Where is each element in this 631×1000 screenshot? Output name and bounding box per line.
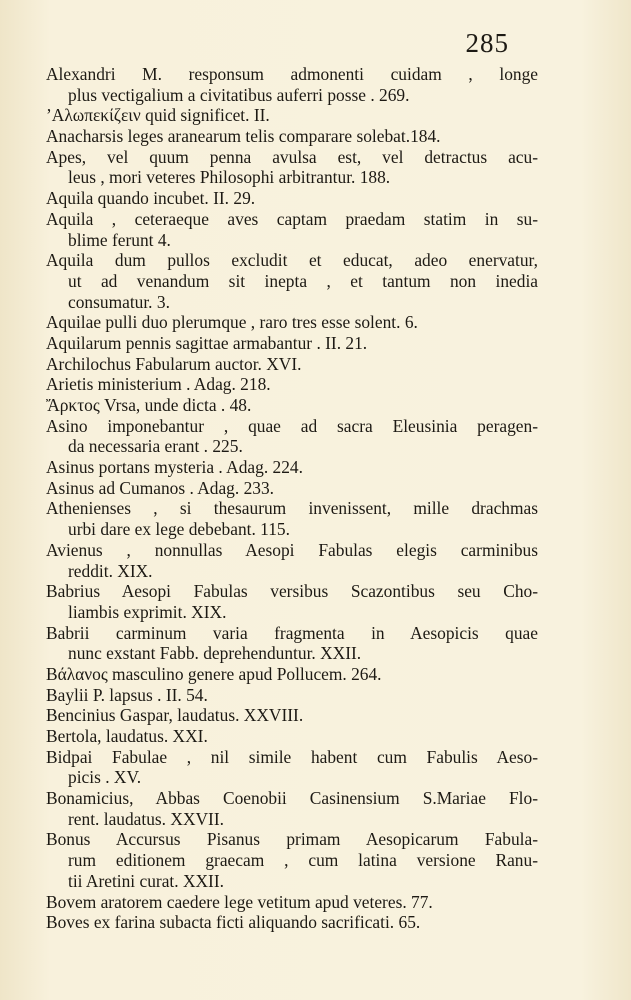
entry-headline: Asino imponebantur , quae ad sacra Eleusinia peragen- (46, 415, 538, 436)
index-entry (46, 664, 538, 685)
index-entry (46, 726, 538, 747)
page-number: 285 (465, 28, 509, 58)
index-entry (46, 478, 538, 499)
entry-headline: Aquila , ceteraeque aves captam praedam statim in su- (46, 208, 538, 229)
entry-continuation: picis . XV. (68, 767, 142, 788)
entry-headline: Athenienses , si thesaurum invenissent, mille drachmas (46, 498, 538, 519)
index-entry (46, 250, 538, 312)
index-entries (46, 64, 538, 933)
index-entry (46, 395, 538, 416)
index-entry (46, 892, 538, 913)
entry-headline: Arietis ministerium . Adag. 218. (46, 374, 271, 395)
entry-continuation: rum editionem graecam , cum latina versione Ranu- (68, 850, 538, 871)
index-entry (46, 374, 538, 395)
entry-continuation: leus , mori veteres Philosophi arbitrantur. 188. (68, 167, 391, 188)
index-entry (46, 312, 538, 333)
entry-headline: Bidpai Fabulae , nil simile habent cum Fabulis Aeso- (46, 746, 538, 767)
entry-headline: Aquila quando incubet. II. 29. (46, 188, 256, 209)
entry-headline: Bovem aratorem caedere lege vetitum apud veteres. 77. (46, 891, 433, 912)
entry-headline: Apes, vel quum penna avulsa est, vel detractus acu- (46, 146, 538, 167)
index-entry (46, 829, 538, 891)
index-entry (46, 105, 538, 126)
index-entry (46, 685, 538, 706)
index-entry (46, 457, 538, 478)
index-entry (46, 705, 538, 726)
entry-continuation: reddit. XIX. (68, 560, 153, 581)
entry-headline: Baylii P. lapsus . II. 54. (46, 684, 208, 705)
index-entry (46, 747, 538, 788)
index-entry (46, 64, 538, 105)
entry-continuation: consumatur. 3. (68, 291, 170, 312)
index-entry (46, 126, 538, 147)
index-entry (46, 147, 538, 188)
index-entry (46, 416, 538, 457)
index-entry (46, 333, 538, 354)
entry-headline: Aquila dum pullos excludit et educat, adeo enervatur, (46, 250, 538, 271)
entry-continuation: da necessaria erant . 225. (68, 436, 243, 457)
index-entry (46, 209, 538, 250)
entry-headline: ’Αλωπεκίζειν quid significet. II. (46, 105, 270, 126)
entry-continuation: nunc exstant Fabb. deprehenduntur. XXII. (68, 643, 362, 664)
entry-headline: Asinus ad Cumanos . Adag. 233. (46, 477, 275, 498)
entry-headline: Aquilarum pennis sagittae armabantur . II. 21. (46, 332, 368, 353)
entry-headline: Avienus , nonnullas Aesopi Fabulas elegis carminibus (46, 539, 538, 560)
index-entry (46, 623, 538, 664)
entry-headline: Bonamicius, Abbas Coenobii Casinensium S.Mariae Flo- (46, 788, 538, 809)
entry-continuation: plus vectigalium a civitatibus auferri posse . 269. (68, 84, 410, 105)
index-entry (46, 498, 538, 539)
entry-continuation: blime ferunt 4. (68, 229, 171, 250)
entry-continuation: ut ad venandum sit inepta , et tantum non inedia (68, 270, 538, 291)
entry-headline: Alexandri M. responsum admonenti cuidam , longe (46, 64, 538, 84)
index-entry (46, 788, 538, 829)
entry-headline: Babrii carminum varia fragmenta in Aesopicis quae (46, 622, 538, 643)
entry-headline: Bonus Accursus Pisanus primam Aesopicarum Fabula- (46, 829, 538, 850)
entry-headline: Aquilae pulli duo plerumque , raro tres esse solent. 6. (46, 312, 418, 333)
index-entry (46, 581, 538, 622)
index-entry (46, 354, 538, 375)
entry-continuation: tii Aretini curat. XXII. (68, 870, 224, 891)
entry-continuation: liambis exprimit. XIX. (68, 601, 227, 622)
entry-headline: Boves ex farina subacta ficti aliquando sacrificati. 65. (46, 912, 421, 933)
entry-headline: Ἄρκτος Vrsa, unde dicta . 48. (46, 395, 252, 415)
index-entry (46, 188, 538, 209)
entry-headline: Bencinius Gaspar, laudatus. XXVIII. (46, 705, 304, 726)
entry-continuation: rent. laudatus. XXVII. (68, 808, 224, 829)
entry-headline: Bertola, laudatus. XXI. (46, 726, 208, 746)
entry-headline: Βάλανος masculino genere apud Pollucem. 264. (46, 663, 382, 684)
entry-headline: Asinus portans mysteria . Adag. 224. (46, 457, 303, 478)
entry-headline: Babrius Aesopi Fabulas versibus Scazontibus seu Cho- (46, 581, 538, 602)
entry-headline: Anacharsis leges aranearum telis comparare solebat.184. (46, 126, 441, 147)
index-entry (46, 540, 538, 581)
entry-continuation: urbi dare ex lege debebant. 115. (68, 519, 290, 540)
entry-headline: Archilochus Fabularum auctor. XVI. (46, 353, 302, 374)
index-entry (46, 912, 538, 933)
